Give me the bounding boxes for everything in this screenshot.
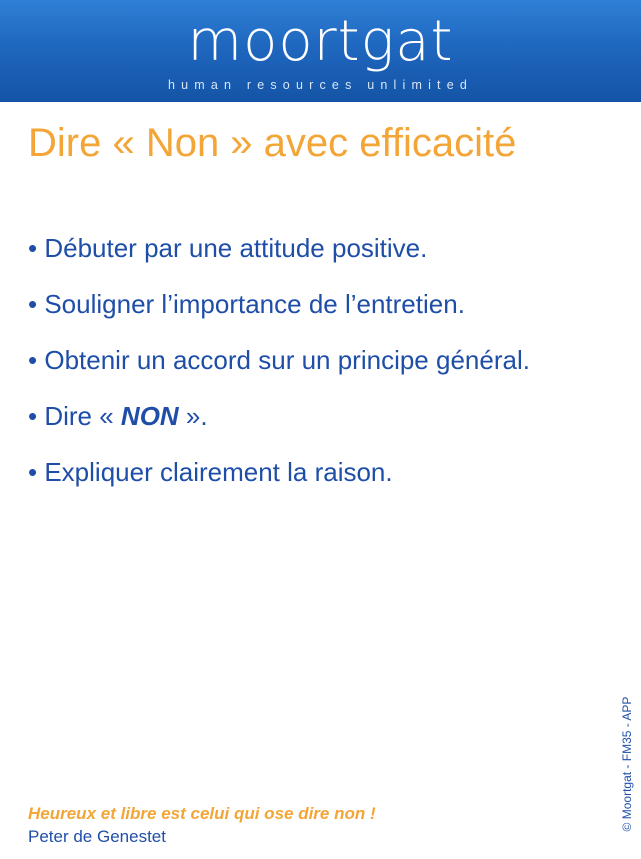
bullet-item [28,340,530,396]
bullet-text-prefix: Dire « [44,401,121,431]
copyright-notice: © Moortgat - FM35 - APP [620,696,634,832]
page-title: Dire « Non » avec efficacité [28,121,517,165]
bullet-text: Expliquer clairement la raison. [44,457,393,487]
bullet-text: Souligner l’importance de l’entretien. [44,289,465,319]
bullet-item [28,228,530,284]
header-banner [0,0,641,102]
bullet-item [28,452,530,508]
bullet-symbol: • [28,289,38,319]
brand-logo: moortgat [187,9,454,74]
bullet-item [28,396,530,452]
bullet-symbol: • [28,345,38,375]
bullet-text: Débuter par une attitude positive. [44,233,428,263]
bullet-text: Obtenir un accord sur un principe général. [44,345,530,375]
bullet-list [28,228,530,508]
footer-author: Peter de Genestet [28,827,166,846]
bullet-text-suffix: ». [178,401,208,431]
bullet-symbol: • [28,457,38,487]
bullet-emphasis: NON [120,401,179,431]
brand-tagline: human resources unlimited [167,78,474,92]
bullet-symbol: • [28,233,38,263]
footer-quote: Heureux et libre est celui qui ose dire non ! [28,804,376,823]
bullet-item [28,284,530,340]
bullet-symbol: • [28,401,38,431]
